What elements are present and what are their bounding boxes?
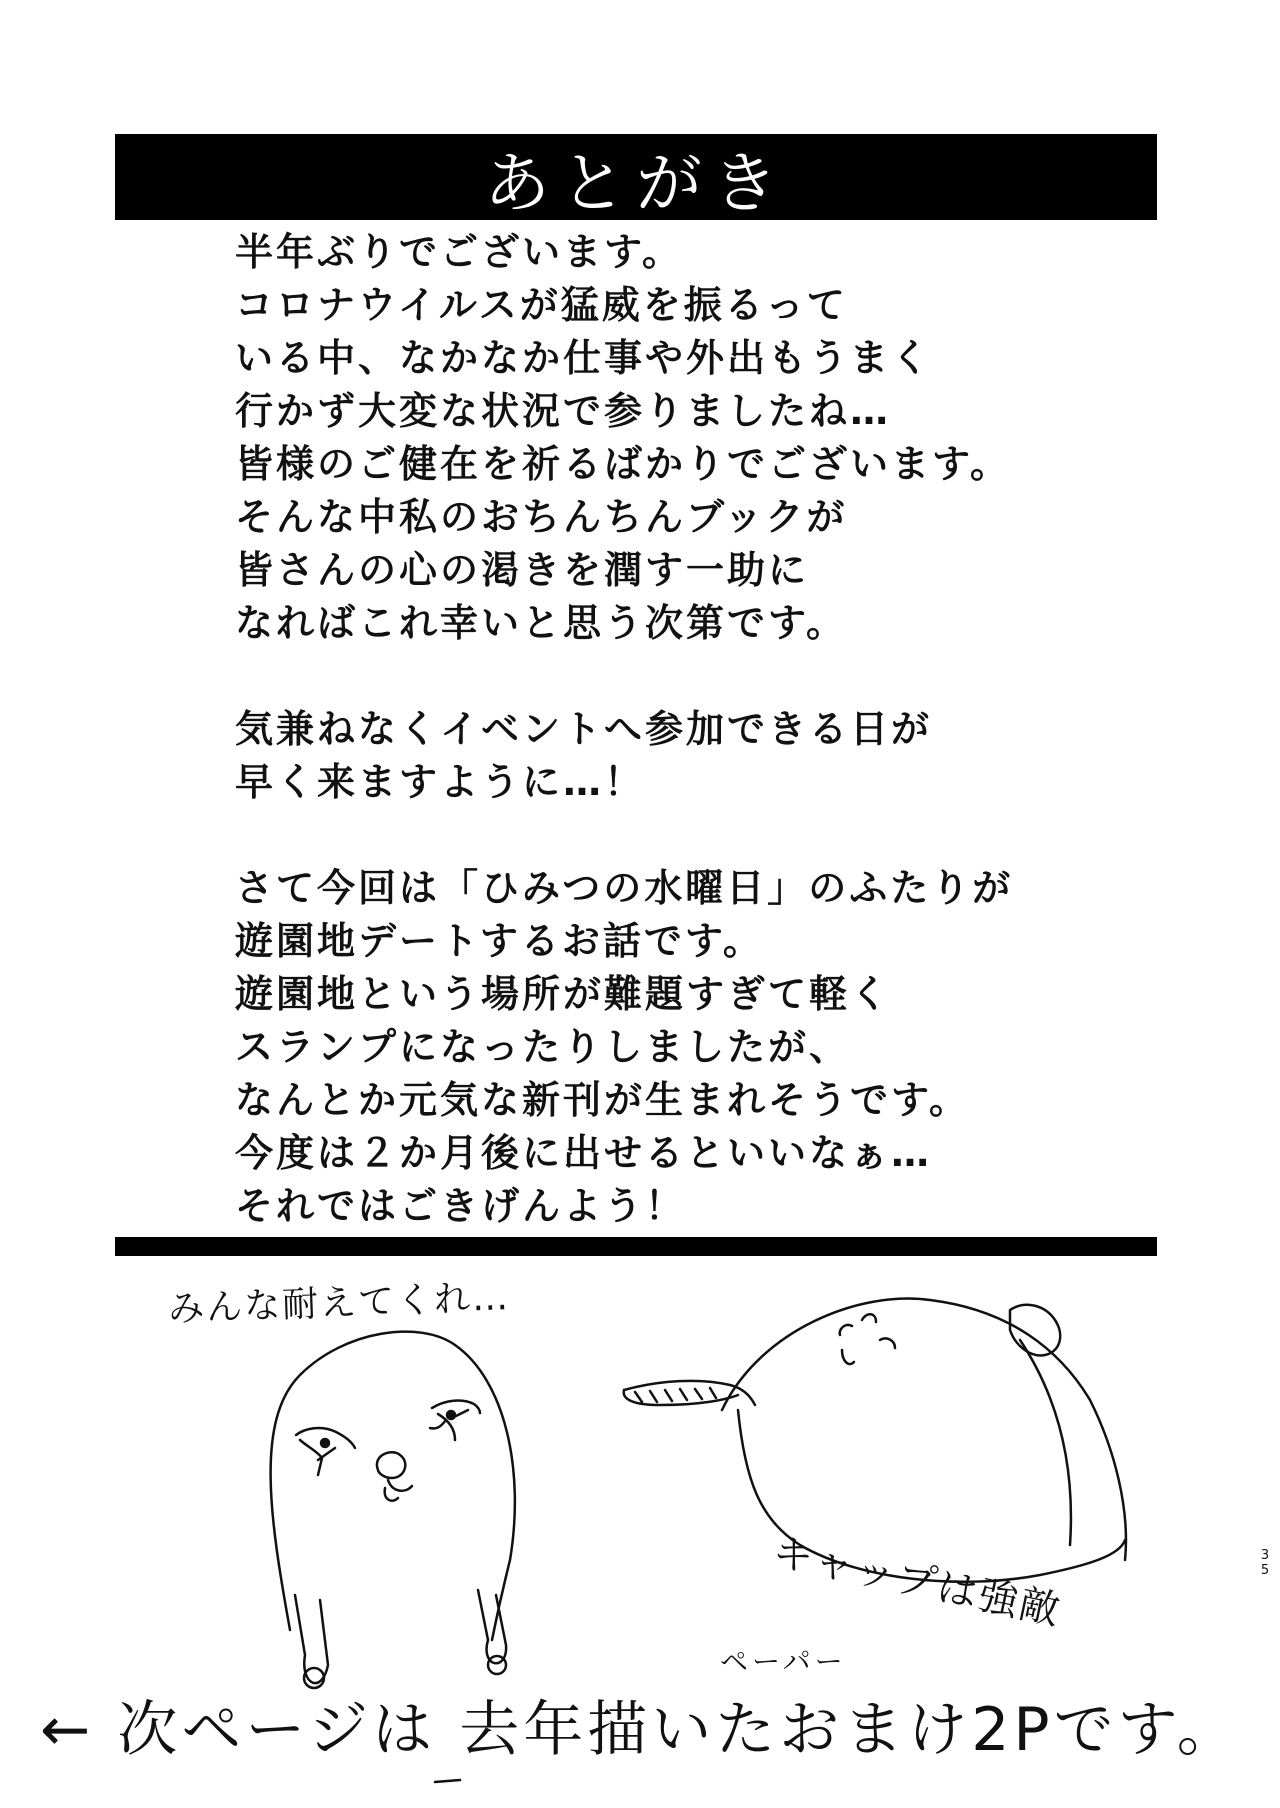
body-line: 遊園地という場所が難題すぎて軽く: [235, 972, 892, 1016]
body-line: 早く来ますように…！: [235, 760, 646, 804]
body-line: 皆様のご健在を祈るばかりでございます。: [235, 442, 1011, 486]
body-line: それではごきげんよう！: [235, 1184, 687, 1228]
body-line: 行かず大変な状況で参りましたね…: [235, 389, 892, 433]
paragraph-gap: [235, 650, 1155, 703]
body-line: 半年ぶりでございます。: [235, 230, 683, 274]
next-page-note: ← 次ページは 去年描いたおまけ2Pです。: [40, 1695, 1241, 1765]
body-line: なんとか元気な新刊が生まれそうです。: [235, 1078, 970, 1122]
body-line: 今度は２か月後に出せるといいなぁ…: [235, 1131, 933, 1175]
blob-character: [271, 1332, 515, 1688]
body-line: さて今回は「ひみつの水曜日」のふたりが: [235, 866, 1014, 910]
doodle-caption-right: キャップは強敵: [768, 1528, 1066, 1635]
body-line: 遊園地デートするお話です。: [235, 919, 764, 963]
body-line: いる中、なかなか仕事や外出もうまく: [235, 336, 933, 380]
afterword-title-bar: [115, 134, 1157, 220]
body-line: 皆さんの心の渇きを潤す一助に: [235, 548, 810, 592]
body-line: 気兼ねなくイベントへ参加できる日が: [235, 707, 933, 751]
body-line: そんな中私のおちんちんブックが: [235, 495, 848, 539]
section-divider: [115, 1237, 1157, 1256]
doodle-caption-left: みんな耐えてくれ…: [167, 1277, 511, 1330]
page-number: 35: [1260, 1548, 1270, 1578]
paragraph-gap: [235, 809, 1155, 862]
body-line: なればこれ幸いと思う次第です。: [235, 601, 847, 645]
footer-flourish: [435, 1780, 460, 1782]
body-line: スランプになったりしましたが、: [235, 1025, 851, 1069]
page-title: あとがき: [484, 144, 788, 222]
paper-ruby: ペーパー: [720, 1645, 847, 1678]
afterword-body: [235, 226, 1155, 1233]
body-line: コロナウイルスが猛威を振るって: [235, 283, 848, 327]
